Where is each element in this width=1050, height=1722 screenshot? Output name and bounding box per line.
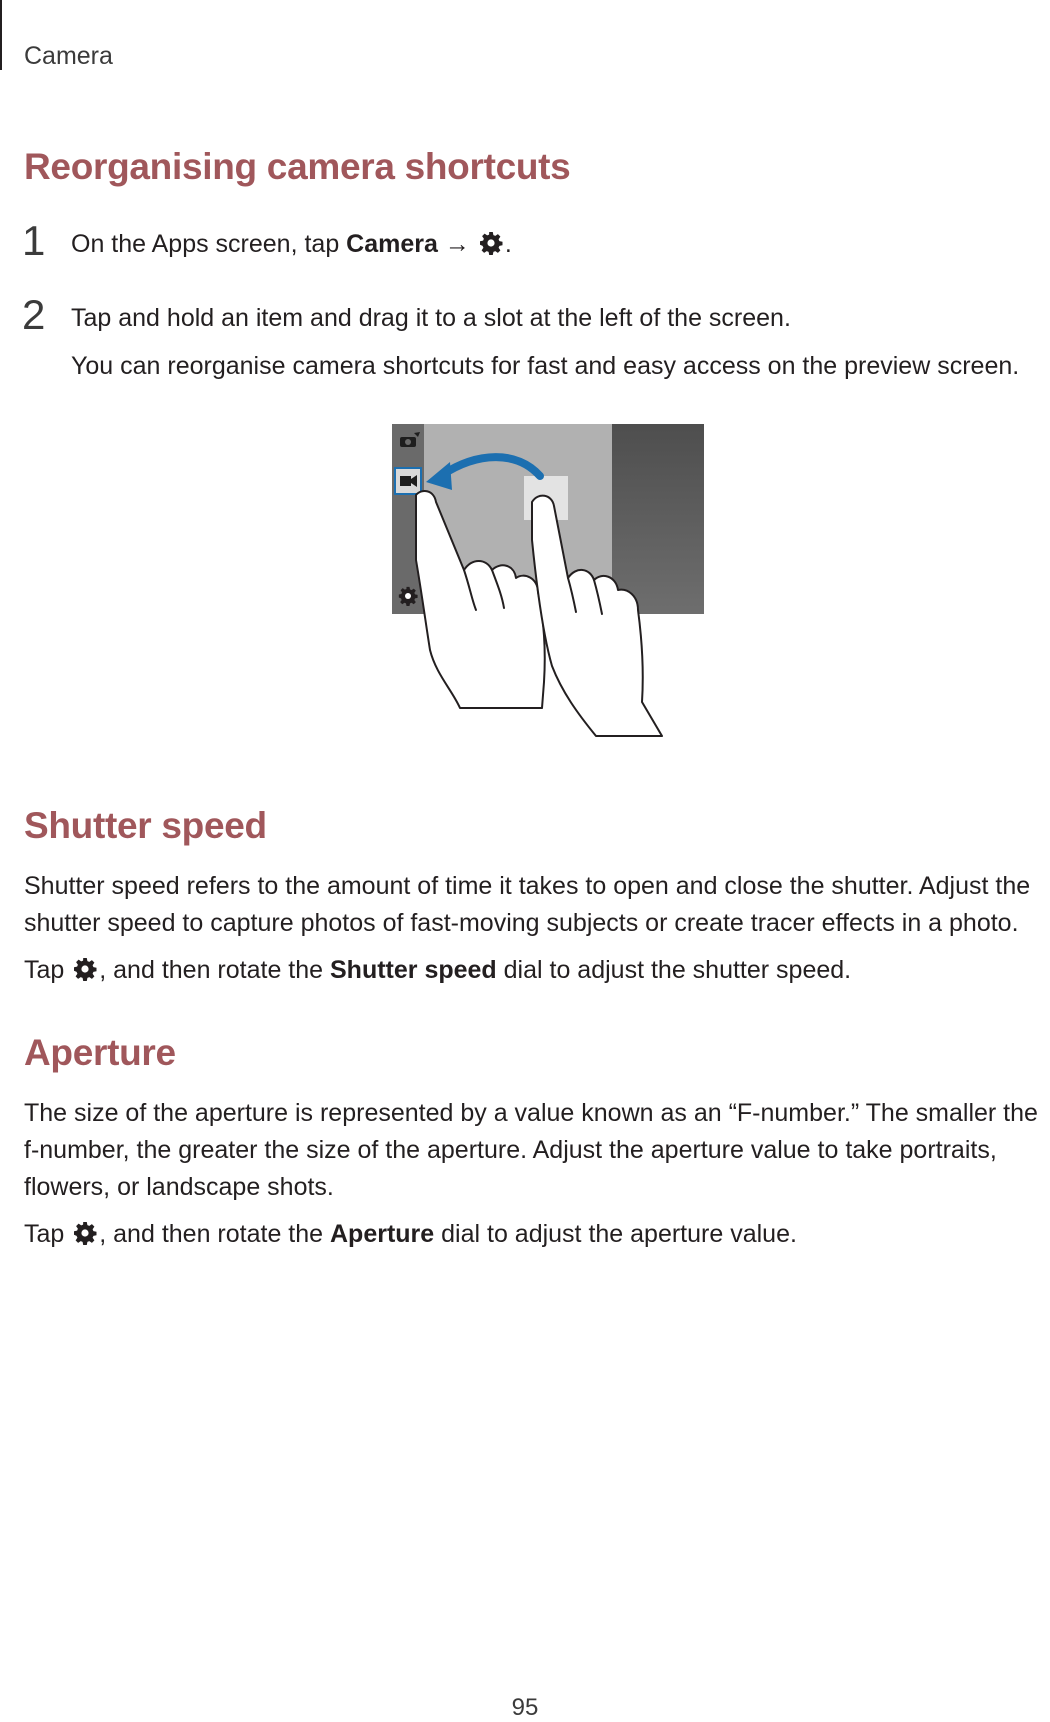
step-2-note: You can reorganise camera shortcuts for fast and easy access on the preview screen. xyxy=(71,352,1020,380)
aperture-tap-instruction: Tap , and then rotate the Aperture dial to adjust the aperture value. xyxy=(24,1220,797,1248)
page-number: 95 xyxy=(511,1694,539,1721)
section-title-aperture: Aperture xyxy=(24,1032,176,1073)
running-header: Camera xyxy=(24,42,113,70)
shutter-para-line-2: shutter speed to capture photos of fast-moving subjects or create tracer effects in a photo. xyxy=(24,909,1019,937)
video-icon xyxy=(400,475,417,487)
shutter-speed-dial-label: Shutter speed xyxy=(330,956,497,984)
step-2-text: Tap and hold an item and drag it to a slot at the left of the screen. xyxy=(71,304,791,332)
shutter-tap-instruction: Tap , and then rotate the Shutter speed dial to adjust the shutter speed. xyxy=(24,956,852,984)
settings-gear-icon xyxy=(73,957,97,981)
corner-rule xyxy=(0,0,2,70)
step-1-text: On the Apps screen, tap Camera → . xyxy=(71,230,512,258)
camera-app-label: Camera xyxy=(346,230,438,258)
shutter-para-line-1: Shutter speed refers to the amount of time it takes to open and close the shutter. Adjust the xyxy=(24,872,1031,900)
section-title-shutter-speed: Shutter speed xyxy=(24,805,267,846)
settings-gear-icon xyxy=(73,1221,97,1245)
settings-gear-icon xyxy=(479,231,503,255)
section-title-reorganising: Reorganising camera shortcuts xyxy=(24,146,571,187)
aperture-para-line-3: flowers, or landscape shots. xyxy=(24,1173,334,1201)
step-number-2: 2 xyxy=(22,291,46,338)
step-number-1: 1 xyxy=(22,217,46,264)
aperture-dial-label: Aperture xyxy=(330,1220,435,1248)
side-panel xyxy=(612,424,704,614)
aperture-para-line-2: f-number, the greater the size of the aperture. Adjust the aperture value to take portraits, xyxy=(24,1136,997,1164)
drag-shortcut-illustration xyxy=(392,420,704,740)
sidebar-gear-icon xyxy=(399,587,418,606)
aperture-para-line-1: The size of the aperture is represented by a value known as an “F-number.” The smaller the xyxy=(24,1099,1038,1127)
